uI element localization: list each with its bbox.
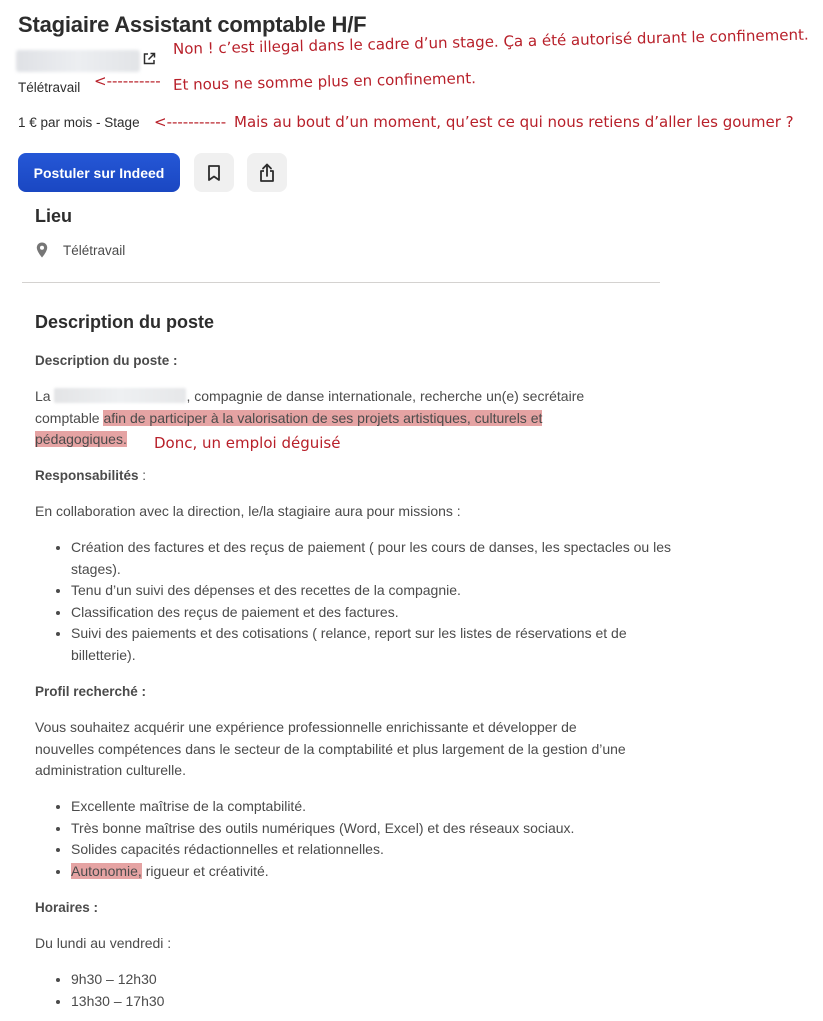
skill-last-rest: rigueur et créativité. [141, 862, 269, 879]
job-salary: 1 € par mois [18, 115, 93, 130]
intro-highlighted: afin de participer à la valorisation de ses projets artistiques, culturels et pédagogiques. [35, 409, 543, 447]
annotation-salary: Mais au bout d’un moment, qu’est ce qui nous retiens d’aller les goumer ? [234, 113, 794, 131]
list-item: • Très bonne maîtrise des outils numériques (Word, Excel) et des réseaux sociaux. [71, 818, 671, 840]
skills-list [35, 796, 671, 882]
external-link-icon[interactable] [142, 52, 156, 66]
share-icon [258, 163, 276, 183]
horaires-intro: Du lundi au vendredi : [35, 935, 172, 951]
intro-start: La [35, 388, 55, 404]
lieu-value: Télétravail [63, 243, 126, 258]
list-item [71, 861, 671, 883]
description-subheading: Description du poste : [35, 353, 178, 368]
horaires-list [35, 969, 371, 1012]
annotation-teletravail-line1: Non ! c’est illegal dans le cadre d’un stage. Ça a été autorisé durant le confinement. [172, 25, 809, 58]
profil-heading: Profil recherché : [35, 684, 147, 699]
horaires-heading: Horaires : [35, 900, 99, 915]
list-item: • Création des factures et des reçus de paiement ( pour les cours de danses, les spectacles ou les stages). [71, 537, 671, 580]
responsabilites-label: Responsabilités [35, 468, 139, 483]
list-item: • Suivi des paiements et des cotisations ( relance, report sur les listes de réservations et de billetterie). [71, 623, 671, 666]
save-job-button[interactable] [194, 153, 234, 192]
profil-intro: Vous souhaitez acquérir une expérience professionnelle enrichissante et développer de nouvelles compétences dans le secteur de la comptabilité et plus largement de la gestion d’une administration culturelle. [35, 719, 626, 778]
annotation-arrow-teletravail: <---------- [94, 72, 161, 90]
company-name-redacted-inline [54, 388, 186, 403]
annotation-arrow-salary: <----------- [154, 113, 227, 131]
responsabilites-colon: : [138, 468, 147, 483]
description-heading: Description du poste [35, 312, 215, 332]
list-item: • Classification des reçus de paiement et des factures. [71, 602, 671, 624]
list-item: • Excellente maîtrise de la comptabilité. [71, 796, 671, 818]
job-salary-separator: - [92, 115, 105, 130]
annotation-hidden-job: Donc, un emploi déguisé [154, 434, 341, 452]
list-item: • 9h30 – 12h30 [71, 969, 371, 991]
job-salary-line [18, 115, 140, 130]
location-pin-icon [36, 242, 48, 258]
list-item: • 13h30 – 17h30 [71, 991, 371, 1013]
annotation-teletravail-line2: Et nous ne somme plus en confinement. [172, 69, 477, 94]
section-divider [22, 282, 660, 283]
missions-list [35, 537, 671, 666]
list-item: • Solides capacités rédactionnelles et relationnelles. [71, 839, 671, 861]
share-job-button[interactable] [247, 153, 287, 192]
apply-on-indeed-button[interactable]: Postuler sur Indeed [18, 153, 180, 192]
company-name-redacted[interactable] [16, 50, 140, 72]
intro-mid: , compagnie de danse internationale, recherche un(e) secrétaire comptable [35, 388, 585, 426]
missions-intro: En collaboration avec la direction, le/la stagiaire aura pour missions : [35, 503, 461, 519]
job-location: Télétravail [18, 80, 81, 95]
job-title: Stagiaire Assistant comptable H/F [18, 12, 367, 37]
bookmark-icon [206, 164, 222, 182]
list-item: • Tenu d’un suivi des dépenses et des recettes de la compagnie. [71, 580, 671, 602]
skill-autonomie-highlighted: Autonomie, [71, 862, 142, 879]
lieu-heading: Lieu [35, 206, 73, 226]
responsabilites-heading [35, 468, 146, 483]
job-contract-type: Stage [104, 115, 140, 130]
